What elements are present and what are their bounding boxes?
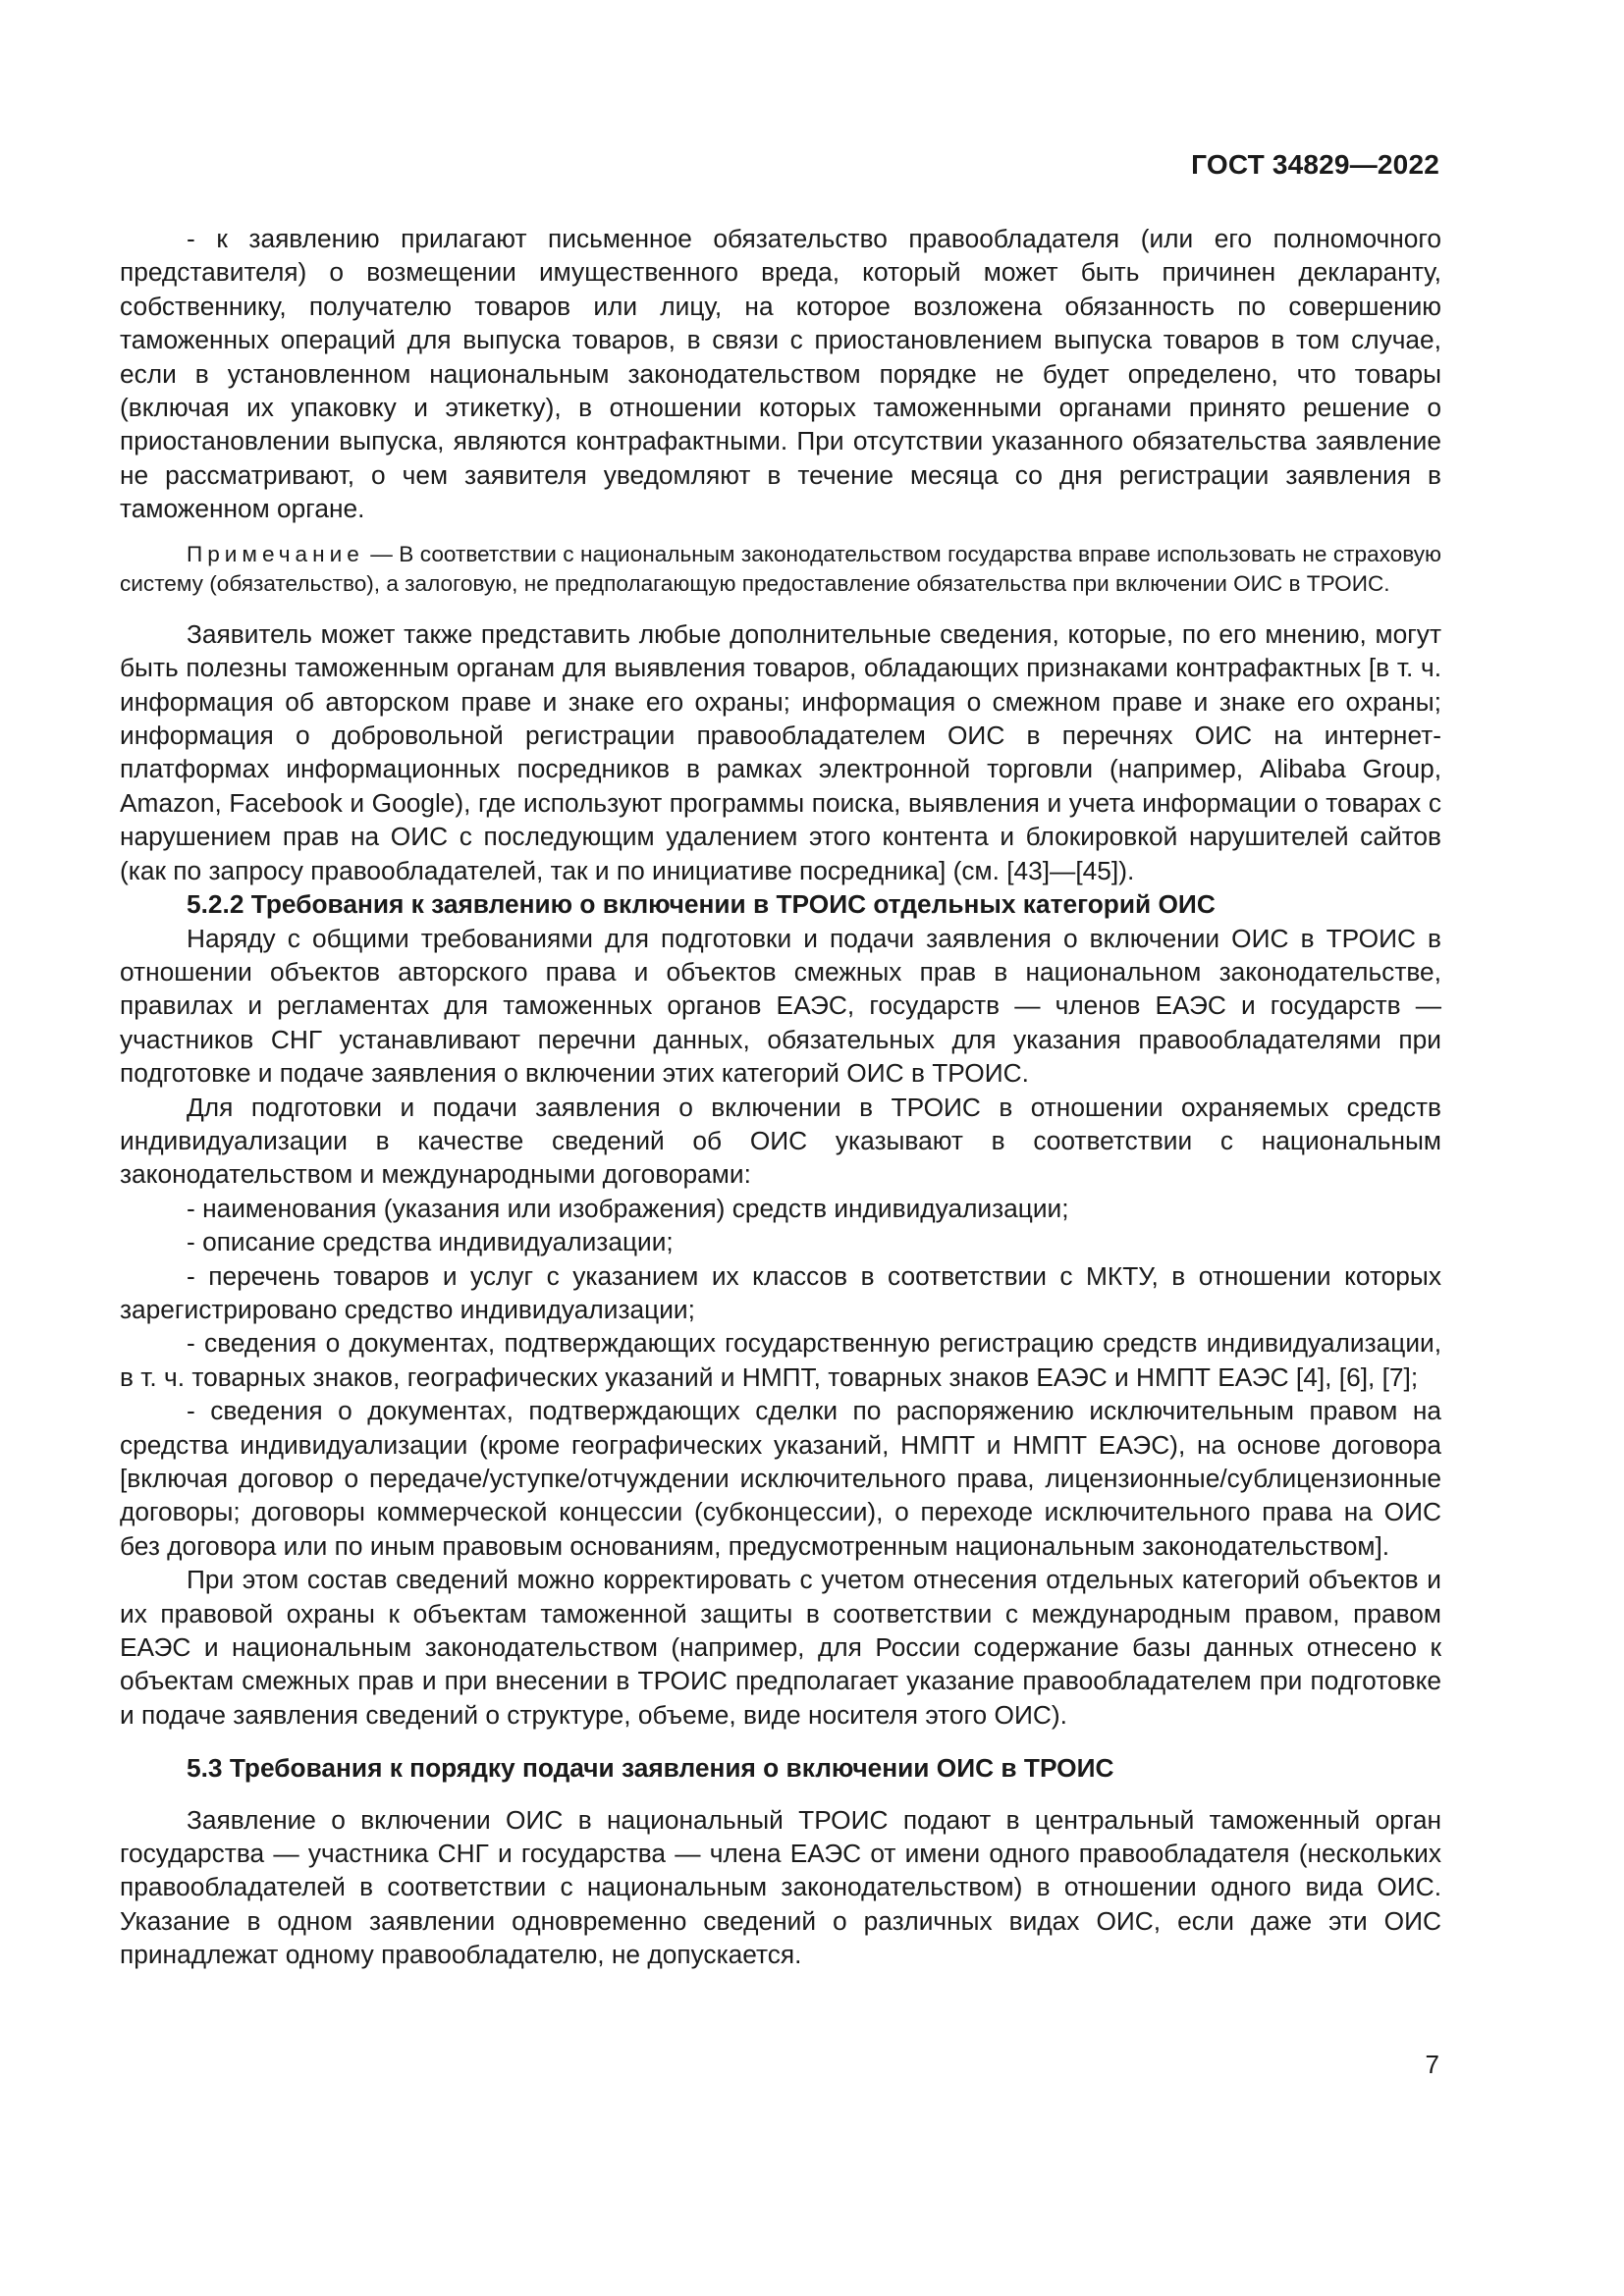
paragraph-individualization: Для подготовки и подачи заявления о включении в ТРОИС в отношении охраняемых средств индивидуализации в качестве сведений об ОИС указывают в соответствии с национальным законодательством и международными договорами:	[120, 1092, 1441, 1190]
paragraph-composition: При этом состав сведений можно корректировать с учетом отнесения отдельных категорий объектов и их правовой охраны к объектам таможенной защиты в соответствии с международным правом, правом ЕАЭС и национальным законодательством (например, для России содержание базы данных отнесено к объектам смежных прав и при внесении в ТРОИС предполагает указание правообладателем при подготовке и подаче заявления сведений о структуре, объеме, виде носителя этого ОИС).	[120, 1565, 1441, 1730]
list-item: - сведения о документах, подтверждающих государственную регистрацию средств индивидуализации, в т. ч. товарных знаков, географических указаний и НМПТ, товарных знаков ЕАЭС и НМПТ ЕАЭС [4], [6], [7];	[120, 1328, 1441, 1392]
list-item: - описание средства индивидуализации;	[187, 1227, 674, 1257]
page-body	[120, 222, 1441, 1972]
note-text: — В соответствии с национальным законодательством государства вправе использовать не страховую систему (обязательство), а залоговую, не предполагающую предоставление обязательства при включении ОИС в ТРОИС.	[120, 541, 1441, 597]
paragraph-obligation: - к заявлению прилагают письменное обязательство правообладателя (или его полномочного представителя) о возмещении имущественного вреда, который может быть причинен декларанту, собственнику, получателю товаров или лицу, на которое возложена обязанность по совершению таможенных операций для выпуска товаров, в связи с приостановлением выпуска товаров в том случае, если в установленном национальным законодательством порядке не будет определено, что товары (включая их упаковку и этикетку), в отношении которых таможенными органами принято решение о приостановлении выпуска, являются контрафактными. При отсутствии указанного обязательства заявление не рассматривают, о чем заявителя уведомляют в течение месяца со дня регистрации заявления в таможенном органе.	[120, 224, 1441, 524]
page-number: 7	[1425, 2050, 1439, 2079]
section-heading-5-3: 5.3 Требования к порядку подачи заявления о включении ОИС в ТРОИС	[187, 1753, 1114, 1784]
document-code: ГОСТ 34829—2022	[1191, 149, 1439, 180]
list-item: - перечень товаров и услуг с указанием их классов в соответствии с МКТУ, в отношении которых зарегистрировано средство индивидуализации;	[120, 1260, 1441, 1324]
paragraph-additional-info: Заявитель может также представить любые дополнительные сведения, которые, по его мнению, могут быть полезны таможенным органам для выявления товаров, обладающих признаками контрафактных [в т. ч. информация об авторском праве и знаке его охраны; информация о смежном праве и знаке его охраны; информация о добровольной регистрации правообладателем ОИС в перечнях ОИС на интернет-платформах информационных посредников в рамках электронной торговли (например, Alibaba Group, Amazon, Facebook и Google), где используют программы поиска, выявления и учета информации о товарах с нарушением прав на ОИС с последующим удалением этого контента и блокировкой нарушителей сайтов (как по запросу правообладателей, так и по инициативе посредника] (см. [43]—[45]).	[120, 618, 1441, 885]
paragraph-general-requirements: Наряду с общими требованиями для подготовки и подачи заявления о включении ОИС в ТРОИС в отношении объектов авторского права и объектов смежных прав в национальном законодательстве, правилах и регламентах для таможенных органов ЕАЭС, государств — членов ЕАЭС и государств — участников СНГ устанавливают перечни данных, обязательных для указания правообладателями при подготовке и подаче заявления о включении этих категорий ОИС в ТРОИС.	[120, 923, 1441, 1089]
section-heading-5-2-2: 5.2.2 Требования к заявлению о включении в ТРОИС отдельных категорий ОИС	[187, 889, 1216, 920]
note-label: Примечание	[187, 541, 364, 566]
list-item: - сведения о документах, подтверждающих сделки по распоряжению исключительным правом на средства индивидуализации (кроме географических указаний, НМПТ и НМПТ ЕАЭС), на основе договора [включая договор о передаче/уступке/отчуждении исключительного права, лицензионные/сублицензионные договоры; договоры коммерческой концессии (субконцессии), о переходе исключительного права на ОИС без договора или по иным правовым основаниям, предусмотренным национальным законодательством].	[120, 1396, 1441, 1561]
paragraph-submission-order: Заявление о включении ОИС в национальный ТРОИС подают в центральный таможенный орган государства — участника СНГ и государства — члена ЕАЭС от имени одного правообладателя (нескольких правообладателей в соответствии с национальным законодательством) в отношении одного вида ОИС. Указание в одном заявлении одновременно сведений о различных видах ОИС, если даже эти ОИС принадлежат одному правообладателю, не допускается.	[120, 1804, 1441, 1970]
list-item: - наименования (указания или изображения) средств индивидуализации;	[187, 1193, 1069, 1223]
note	[120, 540, 1441, 600]
